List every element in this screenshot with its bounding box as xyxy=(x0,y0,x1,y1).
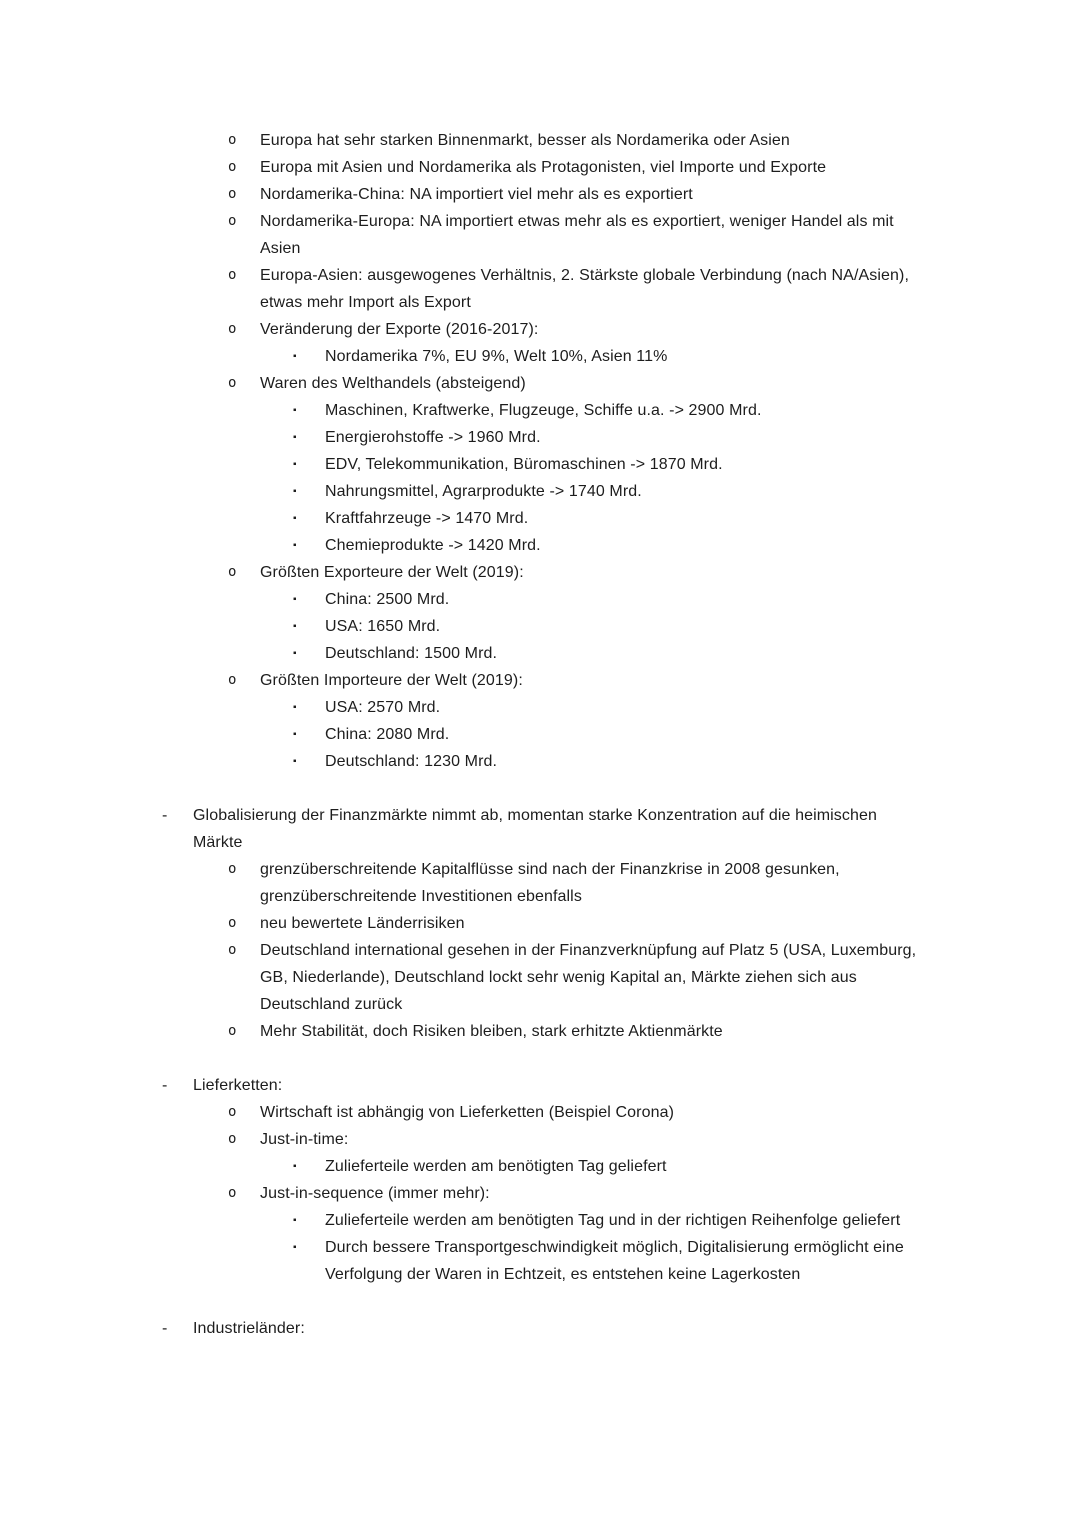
document-content xyxy=(160,127,922,1342)
list-item-text: Europa hat sehr starken Binnenmarkt, besser als Nordamerika oder Asien xyxy=(260,132,790,149)
bullet-square-icon: ▪ xyxy=(293,405,297,416)
list-item xyxy=(160,1315,922,1342)
list-item-text: Wirtschaft ist abhängig von Lieferketten (Beispiel Corona) xyxy=(260,1104,675,1121)
bullet-square-icon: ▪ xyxy=(293,1215,297,1226)
list-item-text: Nordamerika-Europa: NA importiert etwas mehr als es exportiert, weniger Handel als mit Asien xyxy=(260,213,894,257)
list-item xyxy=(160,1072,922,1099)
list-item-text: Maschinen, Kraftwerke, Flugzeuge, Schiffe u.a. -> 2900 Mrd. xyxy=(325,402,762,419)
list-item-text: neu bewertete Länderrisiken xyxy=(260,915,465,932)
bullet-circle-icon: o xyxy=(228,1023,237,1039)
list-item xyxy=(160,910,922,937)
list-item-text: Chemieprodukte -> 1420 Mrd. xyxy=(325,537,541,554)
list-item-text: Zulieferteile werden am benötigten Tag und in der richtigen Reihenfolge geliefert xyxy=(325,1212,901,1229)
list-item xyxy=(160,1207,922,1234)
list-item-text: USA: 2570 Mrd. xyxy=(325,699,441,716)
bullet-square-icon: ▪ xyxy=(293,1161,297,1172)
list-item xyxy=(160,397,922,424)
list-item xyxy=(160,856,922,910)
bullet-circle-icon: o xyxy=(228,1185,237,1201)
list-item-text: Energierohstoffe -> 1960 Mrd. xyxy=(325,429,541,446)
list-item-text: EDV, Telekommunikation, Büromaschinen -> 1870 Mrd. xyxy=(325,456,723,473)
list-item xyxy=(160,1153,922,1180)
list-item-text: China: 2500 Mrd. xyxy=(325,591,450,608)
section-finanzmaerkte xyxy=(160,802,922,1045)
bullet-circle-icon: o xyxy=(228,1104,237,1120)
list-item-text: Industrieländer: xyxy=(193,1320,305,1337)
bullet-circle-icon: o xyxy=(228,942,237,958)
bullet-square-icon: ▪ xyxy=(293,459,297,470)
bullet-square-icon: ▪ xyxy=(293,702,297,713)
list-item xyxy=(160,748,922,775)
list-item-text: Größten Exporteure der Welt (2019): xyxy=(260,564,524,581)
list-item-text: USA: 1650 Mrd. xyxy=(325,618,441,635)
section-lieferketten xyxy=(160,1072,922,1288)
list-item xyxy=(160,559,922,586)
list-item-text: Mehr Stabilität, doch Risiken bleiben, stark erhitzte Aktienmärkte xyxy=(260,1023,723,1040)
list-item-text: Just-in-sequence (immer mehr): xyxy=(260,1185,490,1202)
list-item xyxy=(160,208,922,262)
bullet-square-icon: ▪ xyxy=(293,432,297,443)
bullet-dash-icon: - xyxy=(162,1320,168,1337)
list-item-text: Größten Importeure der Welt (2019): xyxy=(260,672,523,689)
list-item-text: Deutschland international gesehen in der Finanzverknüpfung auf Platz 5 (USA, Luxemburg, GB, Niederlande), Deutschland lockt sehr wenig Kapital an, Märkte ziehen sich aus Deutschland zurück xyxy=(260,942,917,1013)
bullet-circle-icon: o xyxy=(228,564,237,580)
list-item-text: Nahrungsmittel, Agrarprodukte -> 1740 Mrd. xyxy=(325,483,642,500)
list-item-text: Globalisierung der Finanzmärkte nimmt ab, momentan starke Konzentration auf die heimischen Märkte xyxy=(193,807,877,851)
list-item xyxy=(160,262,922,316)
bullet-circle-icon: o xyxy=(228,186,237,202)
section-welthandel xyxy=(160,127,922,775)
bullet-circle-icon: o xyxy=(228,321,237,337)
list-item-text: Durch bessere Transportgeschwindigkeit möglich, Digitalisierung ermöglicht eine Verfolgung der Waren in Echtzeit, es entstehen keine Lagerkosten xyxy=(325,1239,904,1283)
bullet-square-icon: ▪ xyxy=(293,486,297,497)
list-item-text: Nordamerika 7%, EU 9%, Welt 10%, Asien 11% xyxy=(325,348,668,365)
bullet-circle-icon: o xyxy=(228,1131,237,1147)
list-item-text: Veränderung der Exporte (2016-2017): xyxy=(260,321,539,338)
list-item-text: Lieferketten: xyxy=(193,1077,283,1094)
bullet-circle-icon: o xyxy=(228,267,237,283)
list-item xyxy=(160,640,922,667)
list-item xyxy=(160,1234,922,1288)
bullet-square-icon: ▪ xyxy=(293,540,297,551)
list-item xyxy=(160,370,922,397)
list-item xyxy=(160,613,922,640)
bullet-circle-icon: o xyxy=(228,132,237,148)
list-item-text: Deutschland: 1500 Mrd. xyxy=(325,645,498,662)
list-item-text: Zulieferteile werden am benötigten Tag geliefert xyxy=(325,1158,667,1175)
list-item xyxy=(160,694,922,721)
bullet-circle-icon: o xyxy=(228,915,237,931)
list-item xyxy=(160,1018,922,1045)
section-industrielaender xyxy=(160,1315,922,1342)
list-item-text: Nordamerika-China: NA importiert viel mehr als es exportiert xyxy=(260,186,693,203)
bullet-dash-icon: - xyxy=(162,1077,168,1094)
bullet-circle-icon: o xyxy=(228,375,237,391)
list-item xyxy=(160,937,922,1018)
list-item-text: Kraftfahrzeuge -> 1470 Mrd. xyxy=(325,510,529,527)
bullet-square-icon: ▪ xyxy=(293,648,297,659)
bullet-square-icon: ▪ xyxy=(293,729,297,740)
list-item xyxy=(160,451,922,478)
list-item xyxy=(160,721,922,748)
bullet-square-icon: ▪ xyxy=(293,351,297,362)
bullet-square-icon: ▪ xyxy=(293,621,297,632)
bullet-circle-icon: o xyxy=(228,861,237,877)
list-item xyxy=(160,424,922,451)
bullet-square-icon: ▪ xyxy=(293,756,297,767)
list-item xyxy=(160,1180,922,1207)
list-item xyxy=(160,532,922,559)
list-item-text: Waren des Welthandels (absteigend) xyxy=(260,375,526,392)
list-item xyxy=(160,505,922,532)
list-item xyxy=(160,181,922,208)
list-item xyxy=(160,343,922,370)
list-item-text: Deutschland: 1230 Mrd. xyxy=(325,753,498,770)
list-item-text: Europa-Asien: ausgewogenes Verhältnis, 2. Stärkste globale Verbindung (nach NA/Asien), etwas mehr Import als Export xyxy=(260,267,909,311)
list-item xyxy=(160,1126,922,1153)
bullet-circle-icon: o xyxy=(228,672,237,688)
list-item-text: China: 2080 Mrd. xyxy=(325,726,450,743)
bullet-circle-icon: o xyxy=(228,159,237,175)
list-item xyxy=(160,667,922,694)
list-item xyxy=(160,802,922,856)
list-item xyxy=(160,127,922,154)
list-item xyxy=(160,154,922,181)
list-item-text: grenzüberschreitende Kapitalflüsse sind nach der Finanzkrise in 2008 gesunken, grenzüberschreitende Investitionen ebenfalls xyxy=(260,861,840,905)
bullet-square-icon: ▪ xyxy=(293,1242,297,1253)
list-item-text: Just-in-time: xyxy=(260,1131,349,1148)
bullet-circle-icon: o xyxy=(228,213,237,229)
list-item xyxy=(160,586,922,613)
list-item-text: Europa mit Asien und Nordamerika als Protagonisten, viel Importe und Exporte xyxy=(260,159,827,176)
bullet-square-icon: ▪ xyxy=(293,513,297,524)
bullet-dash-icon: - xyxy=(162,807,168,824)
list-item xyxy=(160,316,922,343)
bullet-square-icon: ▪ xyxy=(293,594,297,605)
list-item xyxy=(160,1099,922,1126)
list-item xyxy=(160,478,922,505)
